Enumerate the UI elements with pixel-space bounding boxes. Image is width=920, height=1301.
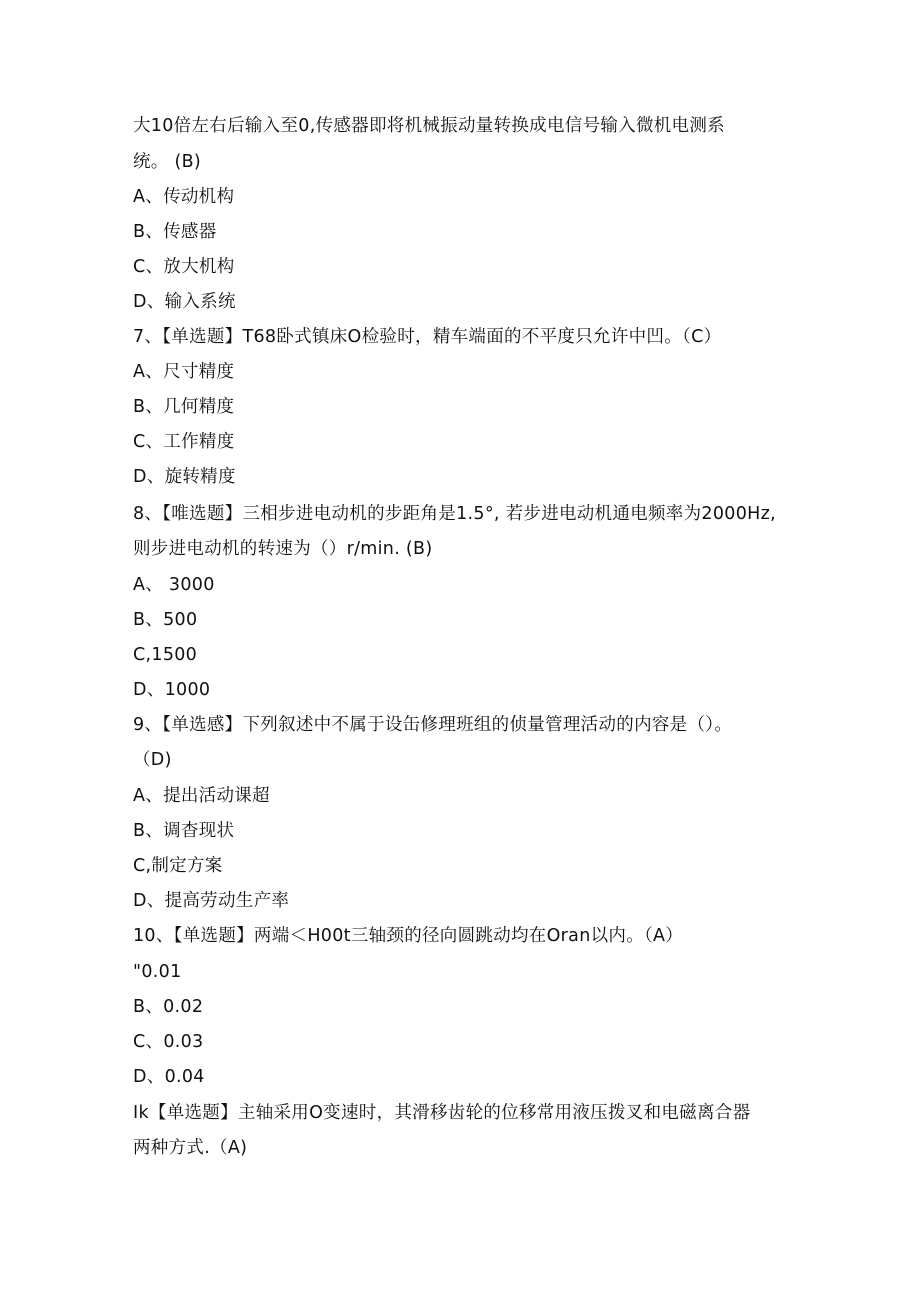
question-8-option-d: D、1000	[133, 680, 211, 700]
question-9-stem-line-2: （D)	[133, 750, 172, 770]
question-10-option-d: D、0.04	[133, 1067, 205, 1087]
question-7-stem: 7、【单选题】T68卧式镇床O检验时，精车端面的不平度只允许中凹。（C）	[133, 327, 722, 347]
question-8-stem-line-2: 则步进电动机的转速为（）r/min. (B)	[133, 539, 433, 559]
question-10-option-b: B、0.02	[133, 997, 204, 1017]
question-9-option-c: C,制定方案	[133, 856, 223, 876]
question-7-option-d: D、旋转精度	[133, 467, 236, 487]
question-6-option-a: A、传动机构	[133, 187, 235, 207]
question-8-stem-line-1: 8、【唯选题】三相步进电动机的步距角是1.5°, 若步进电动机通电频率为2000Hz,	[133, 504, 776, 524]
question-9-option-a: A、提出活动课超	[133, 786, 270, 806]
question-6-option-b: B、传感器	[133, 222, 217, 242]
question-8-option-c: C,1500	[133, 645, 198, 665]
question-9-option-b: B、调杳现状	[133, 821, 235, 841]
question-6-option-d: D、输入系统	[133, 292, 236, 312]
question-7-option-b: B、几何精度	[133, 397, 235, 417]
question-8-option-b: B、500	[133, 610, 198, 630]
question-11-stem-line-1: Ik【单选题】主轴采用O变速时，其滑移齿轮的位移常用液压拨叉和电磁离合器	[133, 1103, 751, 1123]
question-10-stem: 10、【单选题】两端＜H00t三轴颈的径向圆跳动均在Oran以内。（A）	[133, 926, 684, 946]
question-6-stem-line-2: 统。 (B)	[133, 152, 202, 172]
question-9-stem-line-1: 9、【单选感】下列叙述中不属于设缶修理班组的侦量管理活动的内容是（）。	[133, 715, 733, 735]
question-11-stem-line-2: 两种方式.（A)	[133, 1138, 248, 1158]
question-10-option-c: C、0.03	[133, 1032, 204, 1052]
question-6-stem-line-1: 大10倍左右后输入至0,传感器即将机械振动量转换成电信号输入微机电测系	[133, 116, 725, 136]
question-10-option-a: "0.01	[133, 962, 182, 982]
question-9-option-d: D、提高劳动生产率	[133, 891, 290, 911]
question-7-option-a: A、尺寸精度	[133, 362, 235, 382]
question-8-option-a: A、 3000	[133, 575, 215, 595]
question-6-option-c: C、放大机构	[133, 257, 235, 277]
question-7-option-c: C、工作精度	[133, 432, 235, 452]
